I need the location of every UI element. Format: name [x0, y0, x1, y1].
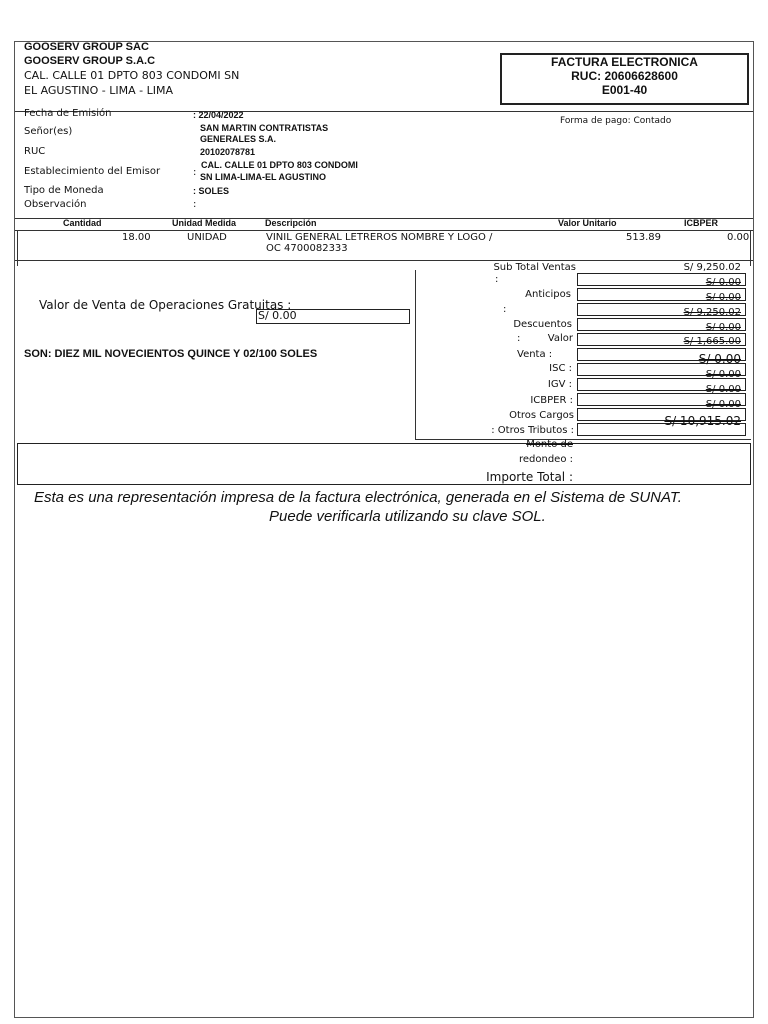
valor-colon: :: [517, 333, 521, 344]
venta-label: Venta :: [517, 349, 553, 360]
invoice-title: FACTURA ELECTRONICA: [551, 55, 698, 69]
amount-in-words: SON: DIEZ MIL NOVECIENTOS QUINCE Y 02/100 SOLES: [24, 348, 318, 360]
header-descripcion: Descripción: [265, 218, 317, 228]
valor-label: Valor: [547, 333, 573, 344]
header-unidad: Unidad Medida: [172, 218, 237, 228]
observacion-value: :: [193, 199, 197, 210]
item-valor-unitario: 513.89: [626, 232, 661, 243]
otros-tributos-value: S/ 0.00: [705, 384, 741, 395]
igv-value: S/ 1,665.00: [683, 336, 741, 347]
invoice-box: [500, 53, 749, 105]
ruc-value: 20102078781: [200, 147, 256, 157]
senor-value-2: GENERALES S.A.: [200, 134, 277, 144]
header-icbper: ICBPER: [684, 218, 719, 228]
icbper-label: ICBPER :: [530, 395, 573, 406]
senor-label: Señor(es): [24, 126, 73, 137]
estab-value-1: CAL. CALLE 01 DPTO 803 CONDOMI: [201, 160, 358, 170]
monto-redondeo-value: S/ 0.00: [705, 399, 741, 410]
gratuitas-label: Valor de Venta de Operaciones Gratuitas :: [39, 298, 292, 312]
company-address-2: EL AGUSTINO - LIMA - LIMA: [24, 84, 174, 97]
estab-colon: :: [193, 167, 197, 178]
totals-bottom-border: [415, 439, 751, 440]
divider-header: [15, 111, 753, 112]
item-cantidad: 18.00: [122, 232, 151, 243]
anticipos-label: Anticipos: [525, 289, 571, 300]
monto-label: Monto de: [526, 439, 573, 450]
table-top-line: [15, 218, 753, 219]
company-name-1: GOOSERV GROUP SAC: [24, 41, 149, 53]
forma-pago: Forma de pago: Contado: [560, 116, 672, 126]
senor-value-1: SAN MARTIN CONTRATISTAS: [200, 123, 329, 133]
otros-tributos-label: : Otros Tributos :: [491, 425, 574, 436]
observacion-label: Observación: [24, 199, 87, 210]
invoice-frame: [14, 41, 754, 1018]
invoice-number: E001-40: [601, 83, 648, 97]
importe-total-value: S/ 10,915.02: [664, 414, 741, 428]
item-descripcion-2: OC 4700082333: [266, 243, 348, 254]
isc-label: ISC :: [549, 363, 572, 374]
descuentos-value: S/ 0.00: [705, 292, 741, 303]
moneda-value: : SOLES: [193, 186, 230, 196]
company-address-1: CAL. CALLE 01 DPTO 803 CONDOMI SN: [24, 69, 240, 82]
anticipos-colon: :: [503, 304, 507, 315]
item-icbper: 0.00: [727, 232, 750, 243]
importe-total-label: Importe Total :: [486, 470, 573, 484]
item-descripcion-1: VINIL GENERAL LETREROS NOMBRE Y LOGO /: [266, 232, 493, 243]
subtotal-label: Sub Total Ventas: [493, 262, 576, 273]
fecha-value: : 22/04/2022: [193, 110, 244, 120]
isc-value: S/ 0.00: [705, 322, 741, 333]
otros-cargos-label: Otros Cargos: [509, 410, 574, 421]
importe-total-box: [17, 443, 751, 485]
item-unidad: UNIDAD: [187, 232, 227, 243]
table-header-line: [15, 230, 753, 231]
totals-left-border: [415, 270, 416, 440]
estab-label: Establecimiento del Emisor: [24, 166, 161, 177]
estab-value-2: SN LIMA-LIMA-EL AGUSTINO: [200, 172, 326, 182]
ruc-label: RUC: [24, 146, 46, 157]
valor-venta-value: S/ 9,250.02: [683, 307, 741, 318]
icbper-value: S/ 0.00: [698, 352, 741, 366]
fecha-label: Fecha de Emisión: [24, 108, 112, 119]
redondeo-label: redondeo :: [518, 454, 573, 465]
header-cantidad: Cantidad: [63, 218, 102, 228]
anticipos-value: S/ 0.00: [705, 277, 741, 288]
descuentos-label: Descuentos: [513, 319, 572, 330]
company-name-2: GOOSERV GROUP S.A.C: [24, 55, 156, 67]
gratuitas-value: S/ 0.00: [256, 309, 410, 324]
table-bottom-line: [15, 260, 753, 261]
moneda-label: Tipo de Moneda: [24, 185, 104, 196]
footer-line-2: Puede verificarla utilizando su clave SOL.: [269, 508, 546, 525]
subtotal-colon: :: [495, 274, 499, 285]
subtotal-value: S/ 9,250.02: [683, 262, 741, 273]
header-valor-unitario: Valor Unitario: [558, 218, 617, 228]
invoice-ruc: RUC: 20606628600: [571, 69, 678, 83]
footer-line-1: Esta es una representación impresa de la factura electrónica, generada en el Sistema de SUNAT.: [34, 489, 682, 506]
otros-cargos-value: S/ 0.00: [705, 369, 741, 380]
igv-label: IGV :: [547, 379, 572, 390]
